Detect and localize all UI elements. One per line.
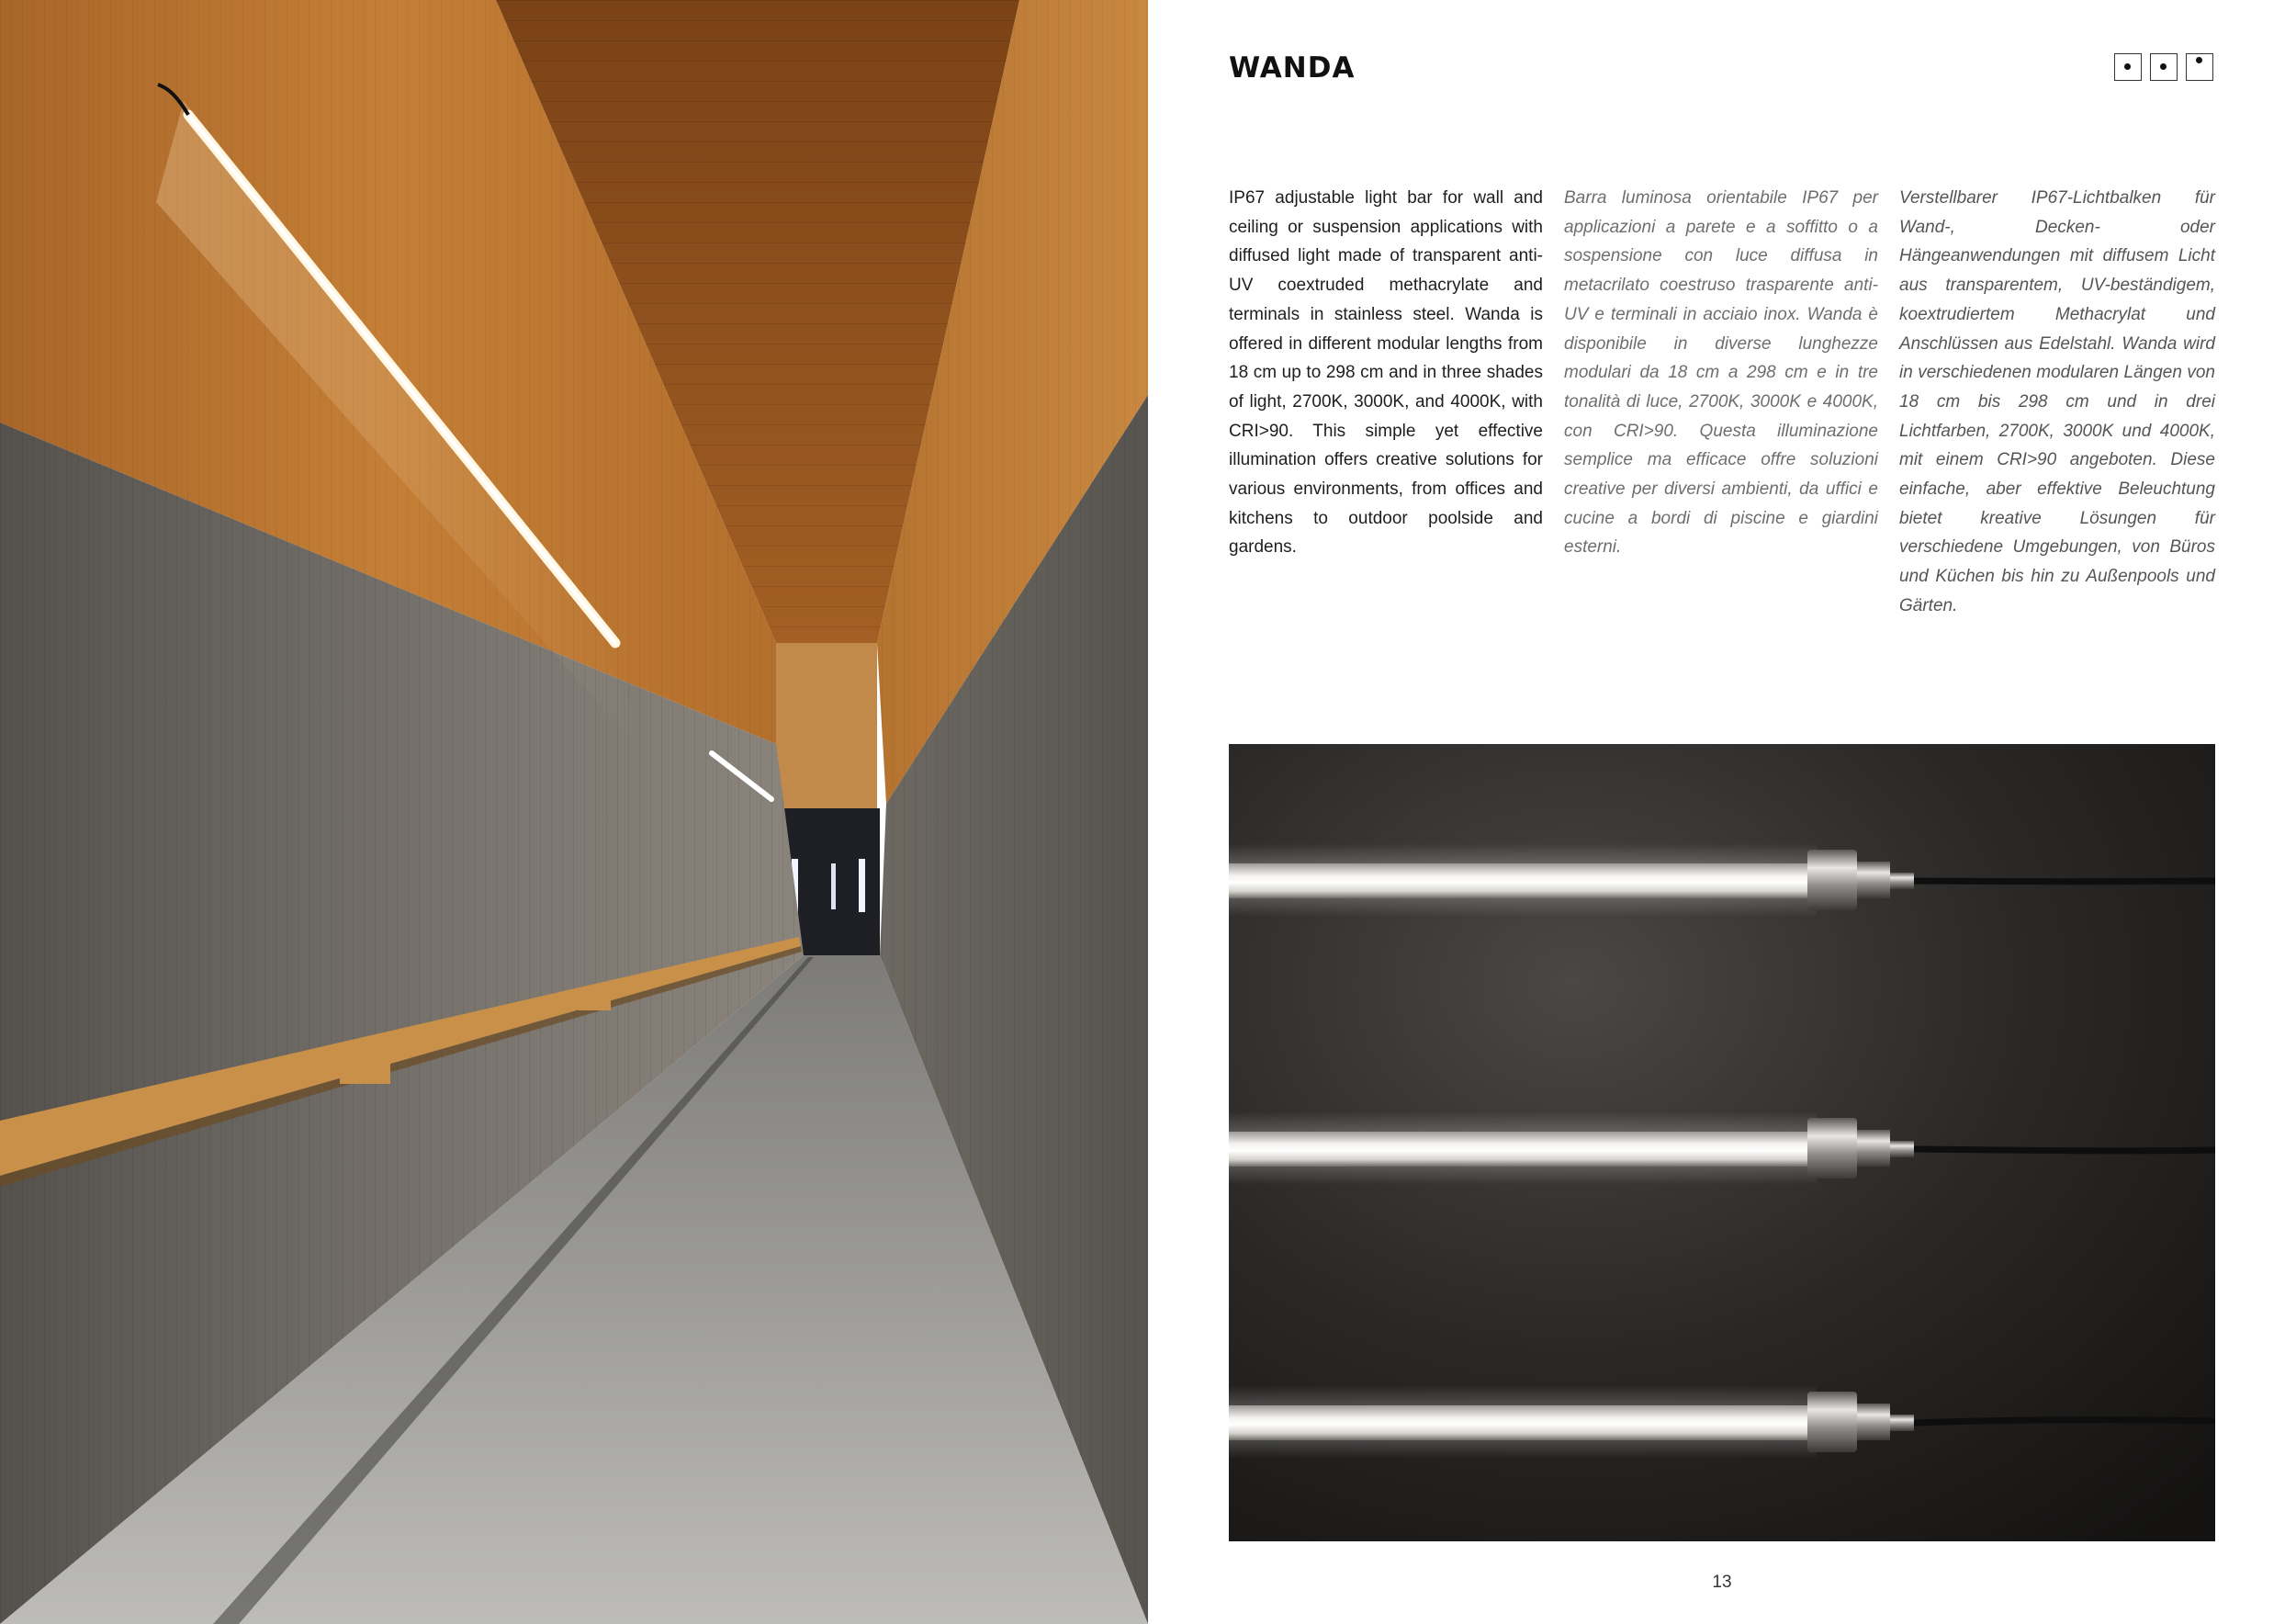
page-number: 13: [1712, 1573, 1732, 1592]
mounting-icons: [1561, 53, 2215, 85]
ceiling-mount-icon: [2150, 53, 2178, 81]
wall-mount-icon: [2114, 53, 2142, 81]
description-german: Verstellbarer IP67-Lichtbalken für Wand-, Decken- oder Hängeanwendungen mit diffusem Licht aus transparentem, UV-beständigem, koextrudiertem Methacrylat und Anschlüssen aus Edelstahl. Wanda wird in verschiedenen modularen Längen von 18 cm bis 298 cm und in drei Lichtfarben, 2700K, 3000K und 4000K, mit einem CRI>90 angeboten. Diese einfache, aber effektive Beleuchtung bietet kreative Lösungen für verschiedene Umgebungen, von Büros und Küchen bis hin zu Außenpools und Gärten.: [1899, 188, 2215, 615]
description-english: IP67 adjustable light bar for wall and ceiling or suspension applications with diffused light made of transparent anti-UV coextruded methacrylate and terminals in stainless steel. Wanda is offered in different modular lengths from 18 cm up to 298 cm and in three shades of light, 2700K, 3000K, and 4000K, with CRI>90. This simple yet effective illumination offers creative solutions for various environments, from offices and kitchens to outdoor poolside and gardens.: [1229, 188, 1543, 558]
product-title: WANDA: [1229, 51, 1356, 85]
suspension-mount-icon: [2186, 53, 2213, 81]
product-photo: [1229, 744, 2215, 1541]
description-italian: Barra luminosa orientabile IP67 per applicazioni a parete e a soffitto o a sospensione con luce diffusa in metacrilato coestruso trasparente anti-UV e terminali in acciaio inox. Wanda è disponibile in diverse lunghezze modulari da 18 cm a 298 cm e in tre tonalità di luce, 2700K, 3000K e 4000K, con CRI>90. Questa illuminazione semplice ma efficace offre soluzioni creative per diversi ambienti, da uffici e cucine a bordi di piscine e giardini esterni.: [1564, 188, 1878, 558]
